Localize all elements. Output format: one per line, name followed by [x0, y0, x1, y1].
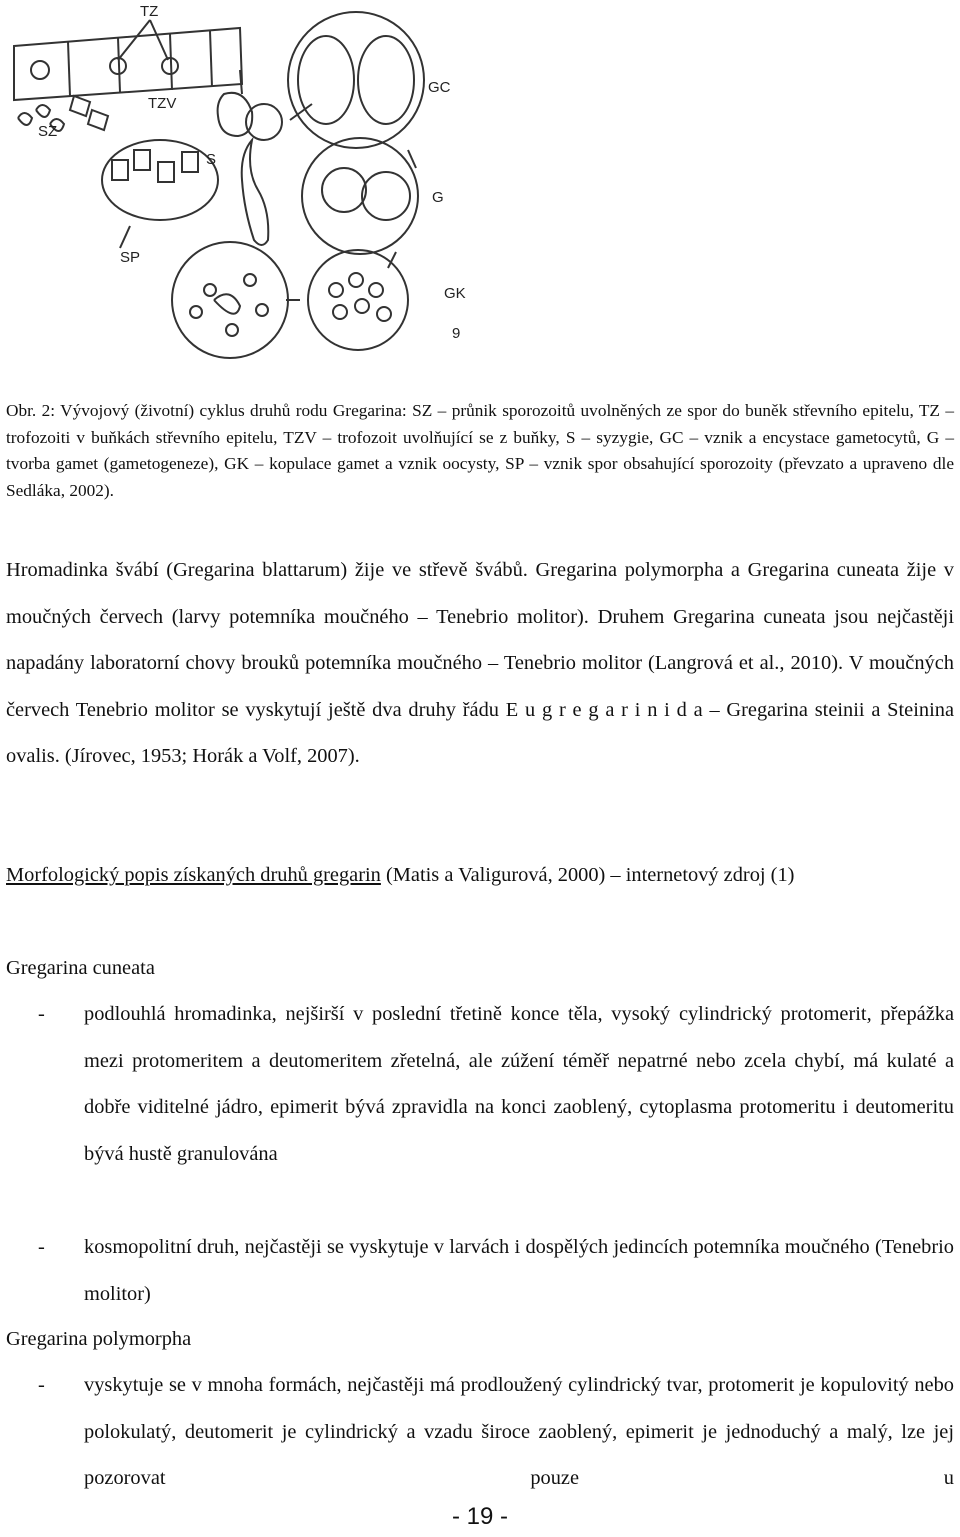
label-sp: SP — [120, 249, 141, 266]
bullet-item — [6, 1362, 954, 1502]
spore-cyst — [172, 242, 288, 358]
paragraph-species-hosts: Hromadinka švábí (Gregarina blattarum) žije ve střevě švábů. Gregarina polymorpha a Gregarina cuneata žije v moučných červech (larvy potemníka moučného – Tenebrio molitor). Druhem Gregarina cuneata jsou nejčastěji napadány laboratorní chovy brouků potemníka moučného – Tenebrio molitor (Langrová et al., 2010). V moučných červech Tenebrio molitor se vyskytují ještě dva druhy řádu E u g r e g a r i n i d a – Gregarina steinii a Steinina ovalis. (Jírovec, 1953; Horák a Volf, 2007). — [6, 559, 954, 767]
gametocyst — [288, 12, 424, 148]
section-heading-underlined: Morfologický popis získaných druhů gregarin — [6, 864, 381, 886]
section-heading — [6, 852, 954, 899]
section-heading-rest: (Matis a Valigurová, 2000) – internetový zdroj (1) — [380, 864, 795, 886]
bullet-dash: - — [38, 1374, 45, 1396]
bullet-text: vyskytuje se v mnoha formách, nejčastěji má prodloužený cylindrický tvar, protomerit je kopulovitý nebo polokulatý, deutomerit je cylindrický a vzadu široce zaoblený, epimerit je jednoduchý a malý, lze jej pozorovat pouze u — [84, 1374, 954, 1489]
label-g: G — [432, 189, 444, 206]
bullet-item — [6, 1224, 954, 1317]
label-gc: GC — [428, 79, 451, 96]
label-tz: TZ — [140, 3, 159, 20]
label-tzv: TZV — [148, 95, 177, 112]
species-name-polymorpha: Gregarina polymorpha — [6, 1328, 192, 1350]
bullet-dash: - — [38, 1236, 45, 1258]
bullet-text: podlouhlá hromadinka, nejširší v poslední třetině konce těla, vysoký cylindrický protomerit, přepážka mezi protomeritem a deutomeritem zřetelná, ale zúžení téměř nepatrné nebo zcela chybí, má kulaté a dobře viditelné jádro, epimerit bývá zpravidla na konci zaoblený, cytoplasma protomeritu i deutomeritu bývá hustě granulována — [84, 1003, 954, 1165]
epithelium-row — [14, 28, 242, 100]
bullet-text: kosmopolitní druh, nejčastěji se vyskytuje v larvách i dospělých jedincích potemníka moučného (Tenebrio molitor) — [84, 1236, 954, 1305]
label-sz: SZ — [38, 123, 58, 140]
label-s: S — [206, 151, 217, 168]
sporozoite — [18, 113, 32, 125]
label-nine: 9 — [452, 325, 461, 342]
page-number: - 19 - — [451, 1503, 508, 1530]
gamete-formation — [302, 138, 418, 254]
bullet-dash: - — [38, 1003, 45, 1025]
label-gk: GK — [444, 285, 466, 302]
species-name-cuneata: Gregarina cuneata — [6, 957, 155, 979]
bullet-item — [6, 991, 954, 1177]
figure-caption: Obr. 2: Vývojový (životní) cyklus druhů rodu Gregarina: SZ – průnik sporozoitů uvolněných ze spor do buněk střevního epitelu, TZ – trofozoiti v buňkách střevního epitelu, TZV – trofozoit uvolňující se z buňky, S – syzygie, GC – vznik a encystace gametocytů, G – tvorba gamet (gametogeneze), GK – kopulace gamet a vznik oocysty, SP – vznik spor obsahující sporozoity (převzato a upraveno dle Sedláka, 2002). — [6, 401, 954, 500]
life-cycle-figure — [0, 0, 480, 360]
